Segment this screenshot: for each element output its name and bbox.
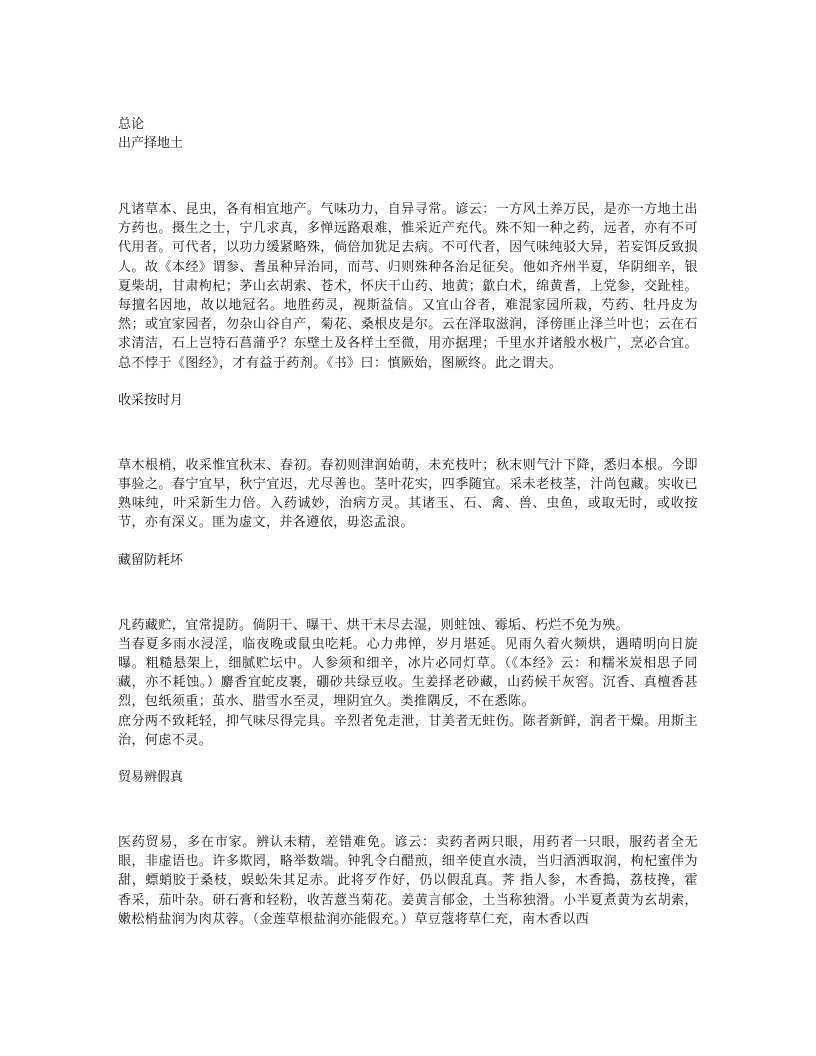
section-heading: 藏留防耗坏 — [118, 552, 184, 568]
section-paragraph: 医药贸易，多在市家。辨认未精，差错难免。谚云：卖药者两只眼，用药者一只眼，服药者全无眼，非虚语也。许多欺罔，略举数端。钟乳令白醋煎，细辛使直水渍，当归酒洒取润，枸杞蜜伴为甜，螵蛸胶于桑枝，蜈蚣朱其足赤。此将歹作好，仍以假乱真。荠 指人参，木香搗，荔枝搀，霍香采，茄叶杂。研石膏和轻粉，收苦薏当菊花。姜黄言郁金，土当称独滑。小半夏煮黄为玄胡索，嫩松梢盐润为肉苁蓉。（金莲草根盐润亦能假充。）草豆蔻将草仁充，南木香以西 — [118, 835, 698, 927]
document-title: 总论 — [118, 117, 145, 132]
section-paragraph: 草木根梢，收采惟宜秋末、春初。春初则津润始萌，未充枝叶；秋末则气汁下降，悉归本根。今即事验之。春宁宜早，秋宁宜迟，尤尽善也。茎叶花实，四季随宜。采未老枝茎，汁尚包藏。实收已熟味纯，叶采新生力倍。入药诚妙，治病方灵。其诸玉、石、禽、兽、虫鱼，或取无时，或收按节，亦有深义。匪为虚文，并各遵依，毋恣孟浪。 — [118, 457, 698, 531]
section-paragraph: 凡诸草本、昆虫，各有相宜地产。气味功力，自异寻常。谚云：一方风土养万民，是亦一方地土出方药也。摄生之士，宁几求真，多惮远路艰难，惟采近产充代。殊不知一种之药，远者，亦有不可代用者。可代者，以功力缓紧略殊，倘倍加犹足去病。不可代者，因气味纯驳大异，若妄饵反致损人。故《本经》谓参、耆虽种异治同，而芎、归则殊种各治足征矣。他如齐州半夏，华阴细辛，银夏柴胡，甘肃枸杞；茅山玄胡索、苍术，怀庆干山药、地黄；歙白术，绵黄耆，上党参，交趾桂。每擅名因地，故以地冠名。地胜药灵，视斯益信。又宜山谷者，难混家园所栽，芍药、牡丹皮为然；或宜家园者，勿杂山谷自产，菊花、桑根皮是尔。云在泽取滋润，泽傍匪止泽兰叶也；云在石求清洁，石上岂特石菖蒲乎？东壁土及各样土至微，用亦据理；千里水并诸般水极广，烹必合宜。总不悖于《图经》，才有益于药剂。《书》曰：慎厥始，图厥终。此之谓夫。 — [118, 202, 698, 371]
document-page — [118, 115, 698, 929]
section-paragraph: 凡药藏贮，宜常提防。倘阴干、曝干、烘干未尽去湿，则蛀蚀、霉垢、朽烂不免为殃。 — [118, 617, 630, 633]
section-heading: 出产择地土 — [118, 136, 184, 151]
section-heading: 收采按时月 — [118, 392, 184, 408]
section-paragraph: 庶分两不致耗轻，抑气味尽得完具。辛烈者免走泄，甘美者无蛀伤。陈者新鲜，润者干燥。用斯主治，何虑不灵。 — [118, 713, 698, 748]
section-heading: 贸易辨假真 — [118, 770, 184, 786]
section-paragraph: 当春夏多雨水浸淫，临夜晚或鼠虫吃耗。心力弗惮，岁月堪延。见雨久着火频烘，遇晴明向日旋曝。粗糙悬架上，细腻贮坛中。人参须和细辛，冰片必同灯草。（《本经》云：和糯米炭相思子同藏，亦不耗蚀。）麝香宜蛇皮裹，硼砂共绿豆收。生姜择老砂藏，山药候干灰窖。沉香、真檀香甚烈，包纸须重；茧水、腊雪水至灵，埋阴宜久。类推隅反，不在悉陈。 — [118, 636, 698, 710]
